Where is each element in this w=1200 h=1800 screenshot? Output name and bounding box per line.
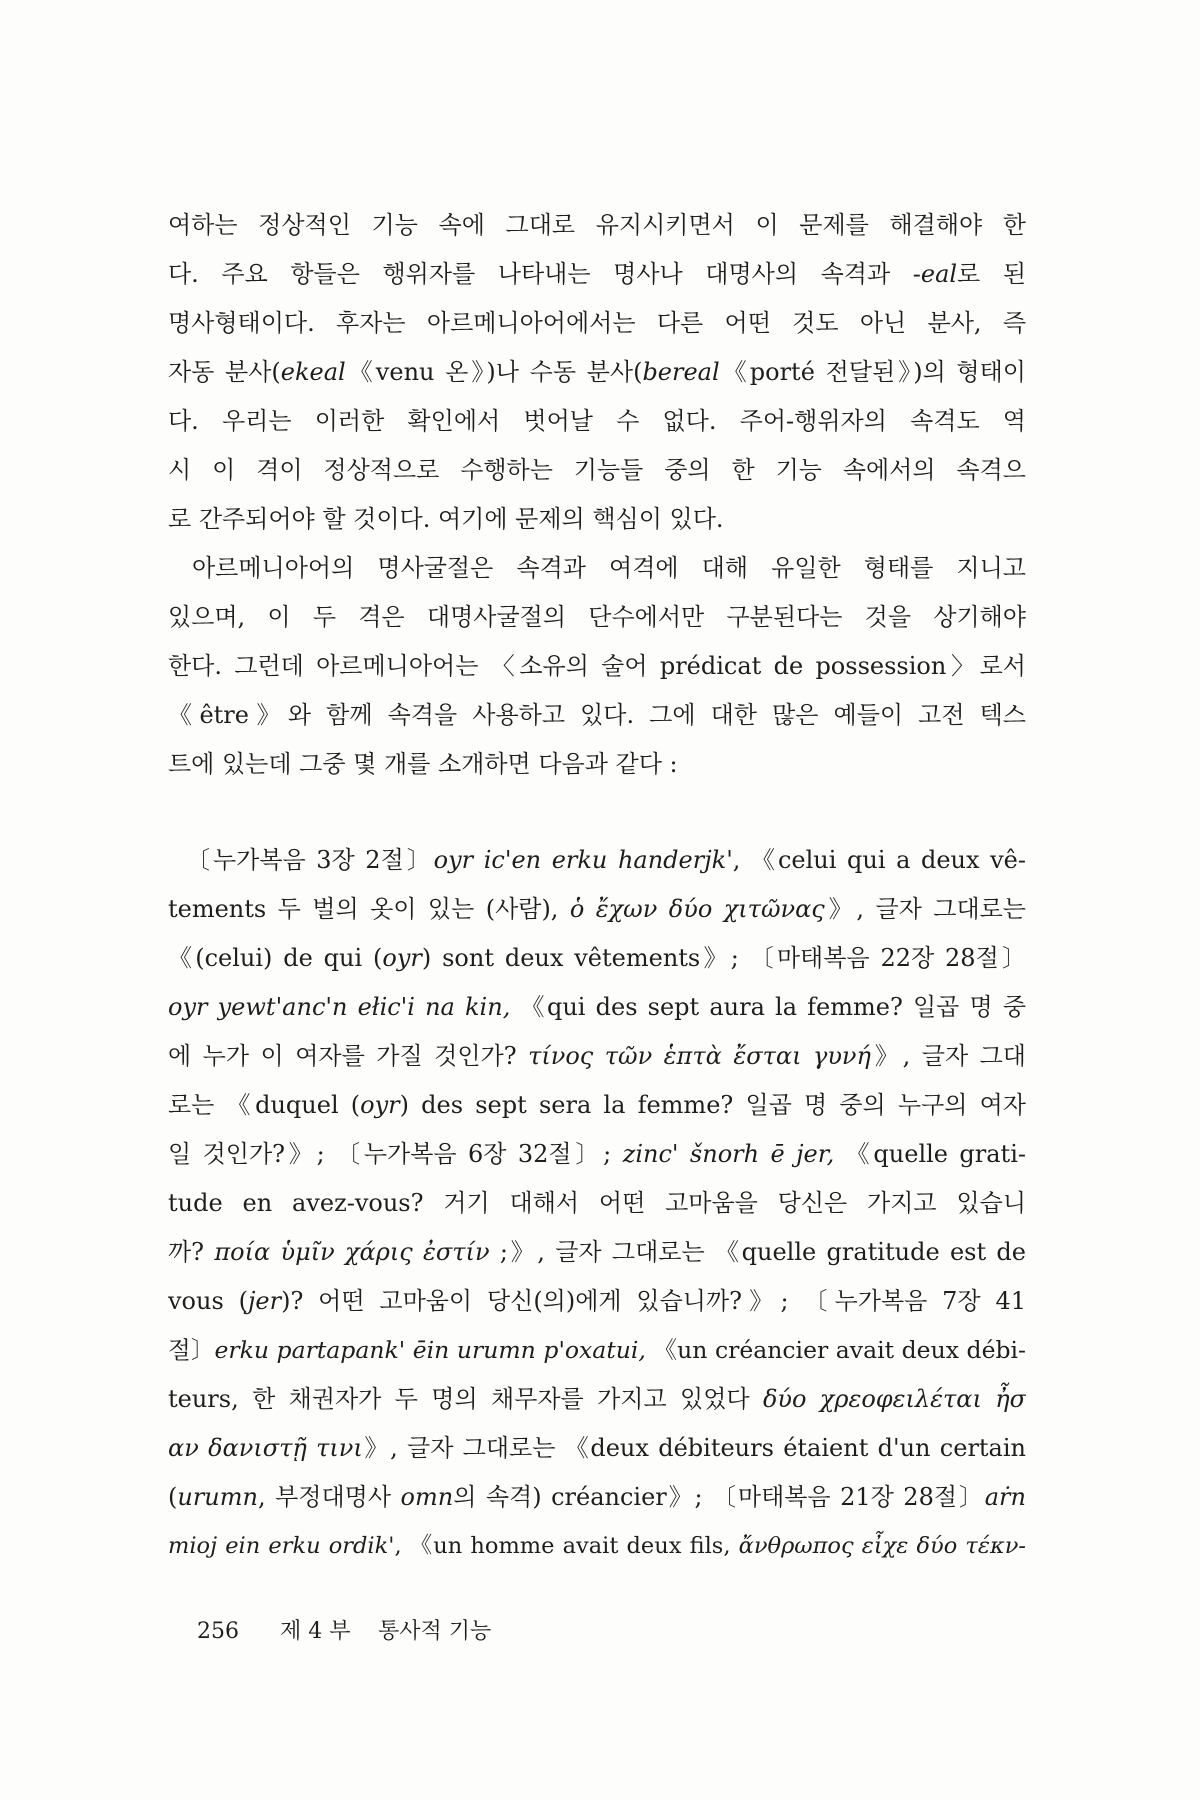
italic-text-segment: jer bbox=[247, 1287, 282, 1315]
text-segment: 《un créancier avait deux débi- bbox=[645, 1336, 1026, 1364]
text-segment: 《(celui) de qui ( bbox=[168, 944, 383, 972]
italic-text-segment: ekeal bbox=[280, 358, 346, 386]
text-segment: 일 것인가?》; 〔누가복음 6장 32절〕; bbox=[168, 1140, 623, 1168]
text-line bbox=[168, 1228, 1026, 1277]
text-segment: ) des sept sera la femme? 일곱 명 중의 누구의 여자 bbox=[399, 1091, 1026, 1119]
italic-text-segment: oyr bbox=[360, 1091, 400, 1119]
text-segment: 》, 글자 그대로는 bbox=[824, 895, 1026, 923]
text-line bbox=[168, 1473, 1026, 1522]
text-segment: 로는 《duquel ( bbox=[168, 1091, 361, 1119]
page-footer bbox=[197, 1612, 491, 1652]
text-segment: 로 간주되어야 할 것이다. 여기에 문제의 핵심이 있다. bbox=[168, 505, 724, 533]
text-segment: 트에 있는데 그중 몇 개를 소개하면 다음과 같다 : bbox=[168, 750, 678, 778]
text-line bbox=[168, 348, 1026, 397]
text-line bbox=[168, 201, 1026, 250]
text-segment: 의 속격) créancier》; 〔마태복음 21장 28절〕 bbox=[453, 1483, 985, 1511]
paragraph-1 bbox=[168, 201, 1026, 544]
italic-text-segment: mioj ein erku ordik' bbox=[168, 1533, 395, 1559]
text-line bbox=[168, 691, 1026, 740]
text-line bbox=[168, 544, 1026, 593]
text-segment: 로 된 bbox=[957, 260, 1026, 288]
italic-text-segment: αν δανιστῇ τινι bbox=[168, 1434, 363, 1462]
page-number: 256 bbox=[197, 1619, 239, 1644]
italic-text-segment: zinc' šnorh ē jer, bbox=[622, 1140, 835, 1168]
text-line bbox=[168, 593, 1026, 642]
text-segment: 〔누가복음 3장 2절〕 bbox=[186, 846, 434, 874]
text-segment: 명사형태이다. 후자는 아르메니아어에서는 다른 어떤 것도 아닌 분사, 즉 bbox=[168, 309, 1026, 337]
italic-text-segment: omn bbox=[400, 1483, 454, 1511]
text-segment: 에 누가 이 여자를 가질 것인가? bbox=[168, 1042, 529, 1070]
text-line bbox=[168, 836, 1026, 885]
text-line bbox=[168, 1326, 1026, 1375]
text-segment: 《qui des sept aura la femme? 일곱 명 중 bbox=[510, 993, 1026, 1021]
text-segment: , 부정대명사 bbox=[257, 1483, 401, 1511]
text-segment: 한다. 그런데 아르메니아어는 〈소유의 술어 prédicat de possession〉로서 bbox=[168, 652, 1026, 680]
text-segment: ( bbox=[168, 1483, 178, 1511]
text-line bbox=[168, 1424, 1026, 1473]
text-line bbox=[168, 1081, 1026, 1130]
italic-text-segment: τίνος τῶν ἑπτὰ ἔσται γυνή bbox=[528, 1042, 871, 1070]
part-label: 제 4 부 bbox=[280, 1619, 351, 1644]
text-segment: 까? bbox=[168, 1238, 215, 1266]
text-line bbox=[168, 250, 1026, 299]
paragraph-2 bbox=[168, 544, 1026, 789]
text-segment: , 《un homme avait deux fils, bbox=[394, 1533, 739, 1559]
italic-text-segment: ἄνθρωπος εἶχε δύο τέκν- bbox=[738, 1533, 1026, 1559]
text-segment: vous ( bbox=[168, 1287, 248, 1315]
text-line bbox=[168, 1375, 1026, 1424]
text-line bbox=[168, 934, 1026, 983]
text-segment: 있으며, 이 두 격은 대명사굴절의 단수에서만 구분된다는 것을 상기해야 bbox=[168, 603, 1026, 631]
italic-text-segment: oyr yewt'anc'n ełic'i na kin, bbox=[168, 993, 511, 1021]
text-segment: ;》, 글자 그대로는 《quelle gratitude est de bbox=[489, 1238, 1026, 1266]
italic-text-segment: erku partapank' ēin urumn p'oxatui, bbox=[214, 1336, 646, 1364]
text-segment: tements 두 벌의 옷이 있는 (사람), bbox=[168, 895, 570, 923]
italic-text-segment: δύο χρεοφειλέται ἦσ bbox=[762, 1385, 1026, 1413]
body-text bbox=[168, 201, 1026, 1571]
text-line bbox=[168, 446, 1026, 495]
italic-text-segment: urumn bbox=[177, 1483, 258, 1511]
text-segment: 》, 글자 그대 bbox=[870, 1042, 1026, 1070]
text-segment: 《être》와 함께 속격을 사용하고 있다. 그에 대한 많은 예들이 고전 텍스 bbox=[168, 701, 1026, 729]
italic-text-segment: aṙn bbox=[984, 1483, 1026, 1511]
text-segment: 》, 글자 그대로는 《deux débiteurs étaient d'un certain bbox=[362, 1434, 1026, 1462]
text-segment: 자동 분사( bbox=[168, 358, 281, 386]
text-segment: 다. 주요 항들은 행위자를 나타내는 명사나 대명사의 속격과 - bbox=[168, 260, 921, 288]
italic-text-segment: bereal bbox=[642, 358, 720, 386]
text-segment: tude en avez-vous? 거기 대해서 어떤 고마움을 당신은 가지고 있습니 bbox=[168, 1189, 1026, 1217]
italic-text-segment: oyr bbox=[382, 944, 422, 972]
text-segment: 《venu 온》)나 수동 분사( bbox=[345, 358, 643, 386]
text-line bbox=[168, 1032, 1026, 1081]
text-line bbox=[168, 1130, 1026, 1179]
text-segment: 아르메니아어의 명사굴절은 속격과 여격에 대해 유일한 형태를 지니고 bbox=[192, 554, 1026, 582]
text-segment: )? 어떤 고마움이 당신(의)에게 있습니까?》; 〔누가복음 7장 41 bbox=[281, 1287, 1026, 1315]
text-line bbox=[168, 495, 1026, 544]
italic-text-segment: ποία ὑμῖν χάρις ἐστίν bbox=[214, 1238, 490, 1266]
italic-text-segment: ὁ ἔχων δύο χιτῶνας bbox=[569, 895, 825, 923]
text-line bbox=[168, 983, 1026, 1032]
text-segment: , 《celui qui a deux vê- bbox=[732, 846, 1026, 874]
text-segment: 절〕 bbox=[168, 1336, 215, 1364]
italic-text-segment: eal bbox=[920, 260, 958, 288]
text-line bbox=[168, 1277, 1026, 1326]
text-line bbox=[168, 1522, 1026, 1571]
text-segment: teurs, 한 채권자가 두 명의 채무자를 가지고 있었다 bbox=[168, 1385, 763, 1413]
text-segment: 《porté 전달된》)의 형태이 bbox=[719, 358, 1026, 386]
text-line bbox=[168, 1179, 1026, 1228]
text-line bbox=[168, 397, 1026, 446]
part-title: 통사적 기능 bbox=[378, 1619, 492, 1644]
text-segment: 다. 우리는 이러한 확인에서 벗어날 수 없다. 주어-행위자의 속격도 역 bbox=[168, 407, 1026, 435]
text-segment: ) sont deux vêtements》; 〔마태복음 22장 28절〕 bbox=[421, 944, 1026, 972]
text-line bbox=[168, 740, 1026, 789]
text-line bbox=[168, 299, 1026, 348]
text-line bbox=[168, 642, 1026, 691]
paragraph-3-examples bbox=[168, 836, 1026, 1571]
italic-text-segment: oyr ic'en erku handerjk' bbox=[433, 846, 733, 874]
text-segment: 여하는 정상적인 기능 속에 그대로 유지시키면서 이 문제를 해결해야 한 bbox=[168, 211, 1026, 239]
text-segment: 《quelle grati- bbox=[834, 1140, 1026, 1168]
text-segment: 시 이 격이 정상적으로 수행하는 기능들 중의 한 기능 속에서의 속격으 bbox=[168, 456, 1026, 484]
text-line bbox=[168, 885, 1026, 934]
